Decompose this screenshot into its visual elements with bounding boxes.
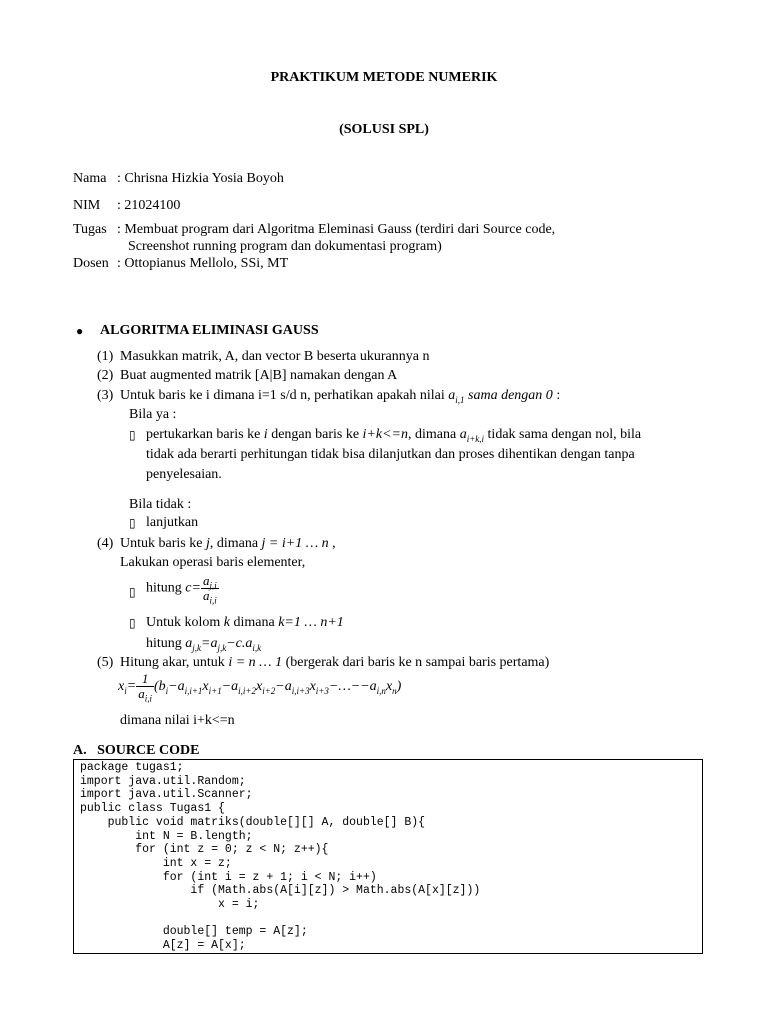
lanjutkan-text: lanjutkan — [146, 515, 199, 530]
nim-value: : 21024100 — [117, 198, 181, 213]
dimana-text: dimana nilai i+k<=n — [120, 713, 235, 728]
tugas-label: Tugas — [73, 222, 107, 237]
step2-text: Buat augmented matrik [A|B] namakan dengan A — [120, 368, 398, 383]
document-subtitle: (SOLUSI SPL) — [339, 122, 429, 137]
nama-value: : Chrisna Hizkia Yosia Boyoh — [117, 171, 284, 186]
nim-label: NIM — [73, 198, 101, 213]
source-code-text: package tugas1; import java.util.Random; import java.util.Scanner; public class Tugas1 { public void matriks(double[][] A, double[] B){ int N = B.length; for (int z = 0; z < N; z++){ int x = z; for (int i = z + 1; i < N; i++) if (Math.abs(A[i][z]) > Math.abs(A[x][z])) x = i; double[] temp = A[z]; A[z] = A[x]; — [80, 761, 481, 953]
nama-label: Nama — [73, 171, 107, 186]
step5-text: Hitung akar, untuk i = n … 1 (bergerak dari baris ke n sampai baris pertama) — [120, 655, 550, 670]
step1-number: (1) — [97, 349, 114, 364]
document-title: PRAKTIKUM METODE NUMERIK — [270, 70, 498, 85]
step4-line2: Lakukan operasi baris elementer, — [120, 555, 306, 570]
step3-number: (3) — [97, 388, 114, 403]
root-formula-body: $(b_i-a_{i,i+1}x_{i+1}-a_{i,i+2}x_{i+2}-a_{i,i+3}x_{i+3}-\dots--a_{i,n}x_n)$ — [153, 678, 402, 696]
source-code-box — [73, 759, 703, 954]
bila-ya-label: Bila ya : — [129, 407, 177, 422]
tugas-value-line1: : Membuat program dari Algoritma Eleminasi Gauss (terdiri dari Source code, — [117, 222, 556, 237]
square-bullet-icon: ▯ — [129, 428, 136, 442]
step4-number: (4) — [97, 536, 114, 551]
dosen-label: Dosen — [73, 256, 109, 271]
step5-number: (5) — [97, 655, 114, 670]
square-bullet-icon: ▯ — [129, 616, 136, 630]
kolom-text: Untuk kolom k dimana k=1 … n+1 — [146, 615, 344, 630]
bullet-icon: ● — [76, 324, 84, 338]
step2-number: (2) — [97, 368, 114, 383]
tugas-value-line2: Screenshot running program dan dokumentasi program) — [128, 239, 442, 254]
ya-line1: pertukarkan baris ke i dengan baris ke i+k<=n, dimana $a_{i+k,i}$ tidak sama dengan nol, bila — [146, 427, 642, 444]
hitung-c-formula: hitung c= $\frac{a_{j,i}}{a_{i,i}}$ — [146, 573, 217, 606]
ya-line2: tidak ada berarti perhitungan tidak bisa dilanjutkan dan proses dihentikan dengan tanpa — [146, 447, 635, 462]
root-formula: $x_i=$ $\frac{1}{a_{i,i}}$ $(b_i-a_{i,i+1}x_{i+1}-a_{i,i+2}x_{i+2}-a_{i,i+3}x_{i+3}-\dots--a_{i,n}x_n)$ — [118, 671, 402, 704]
step1-text: Masukkan matrik, A, dan vector B beserta ukurannya n — [120, 349, 430, 364]
source-code-heading: A. SOURCE CODE — [73, 743, 200, 758]
algorithm-heading: ALGORITMA ELIMINASI GAUSS — [100, 323, 319, 338]
dosen-value: : Ottopianus Mellolo, SSi, MT — [117, 256, 289, 271]
step4-text: Untuk baris ke j, dimana j = i+1 … n , — [120, 536, 336, 551]
hitung-a-formula: hitung $a_{j,k}=a_{j,k}-c.a_{i,k}$ — [146, 636, 262, 653]
bila-tidak-label: Bila tidak : — [129, 497, 192, 512]
ya-line3: penyelesaian. — [146, 467, 222, 482]
square-bullet-icon: ▯ — [129, 516, 136, 530]
square-bullet-icon: ▯ — [129, 585, 136, 599]
step3-text: Untuk baris ke i dimana i=1 s/d n, perhatikan apakah nilai $a_{i,1}$ sama dengan 0 : — [120, 388, 561, 405]
